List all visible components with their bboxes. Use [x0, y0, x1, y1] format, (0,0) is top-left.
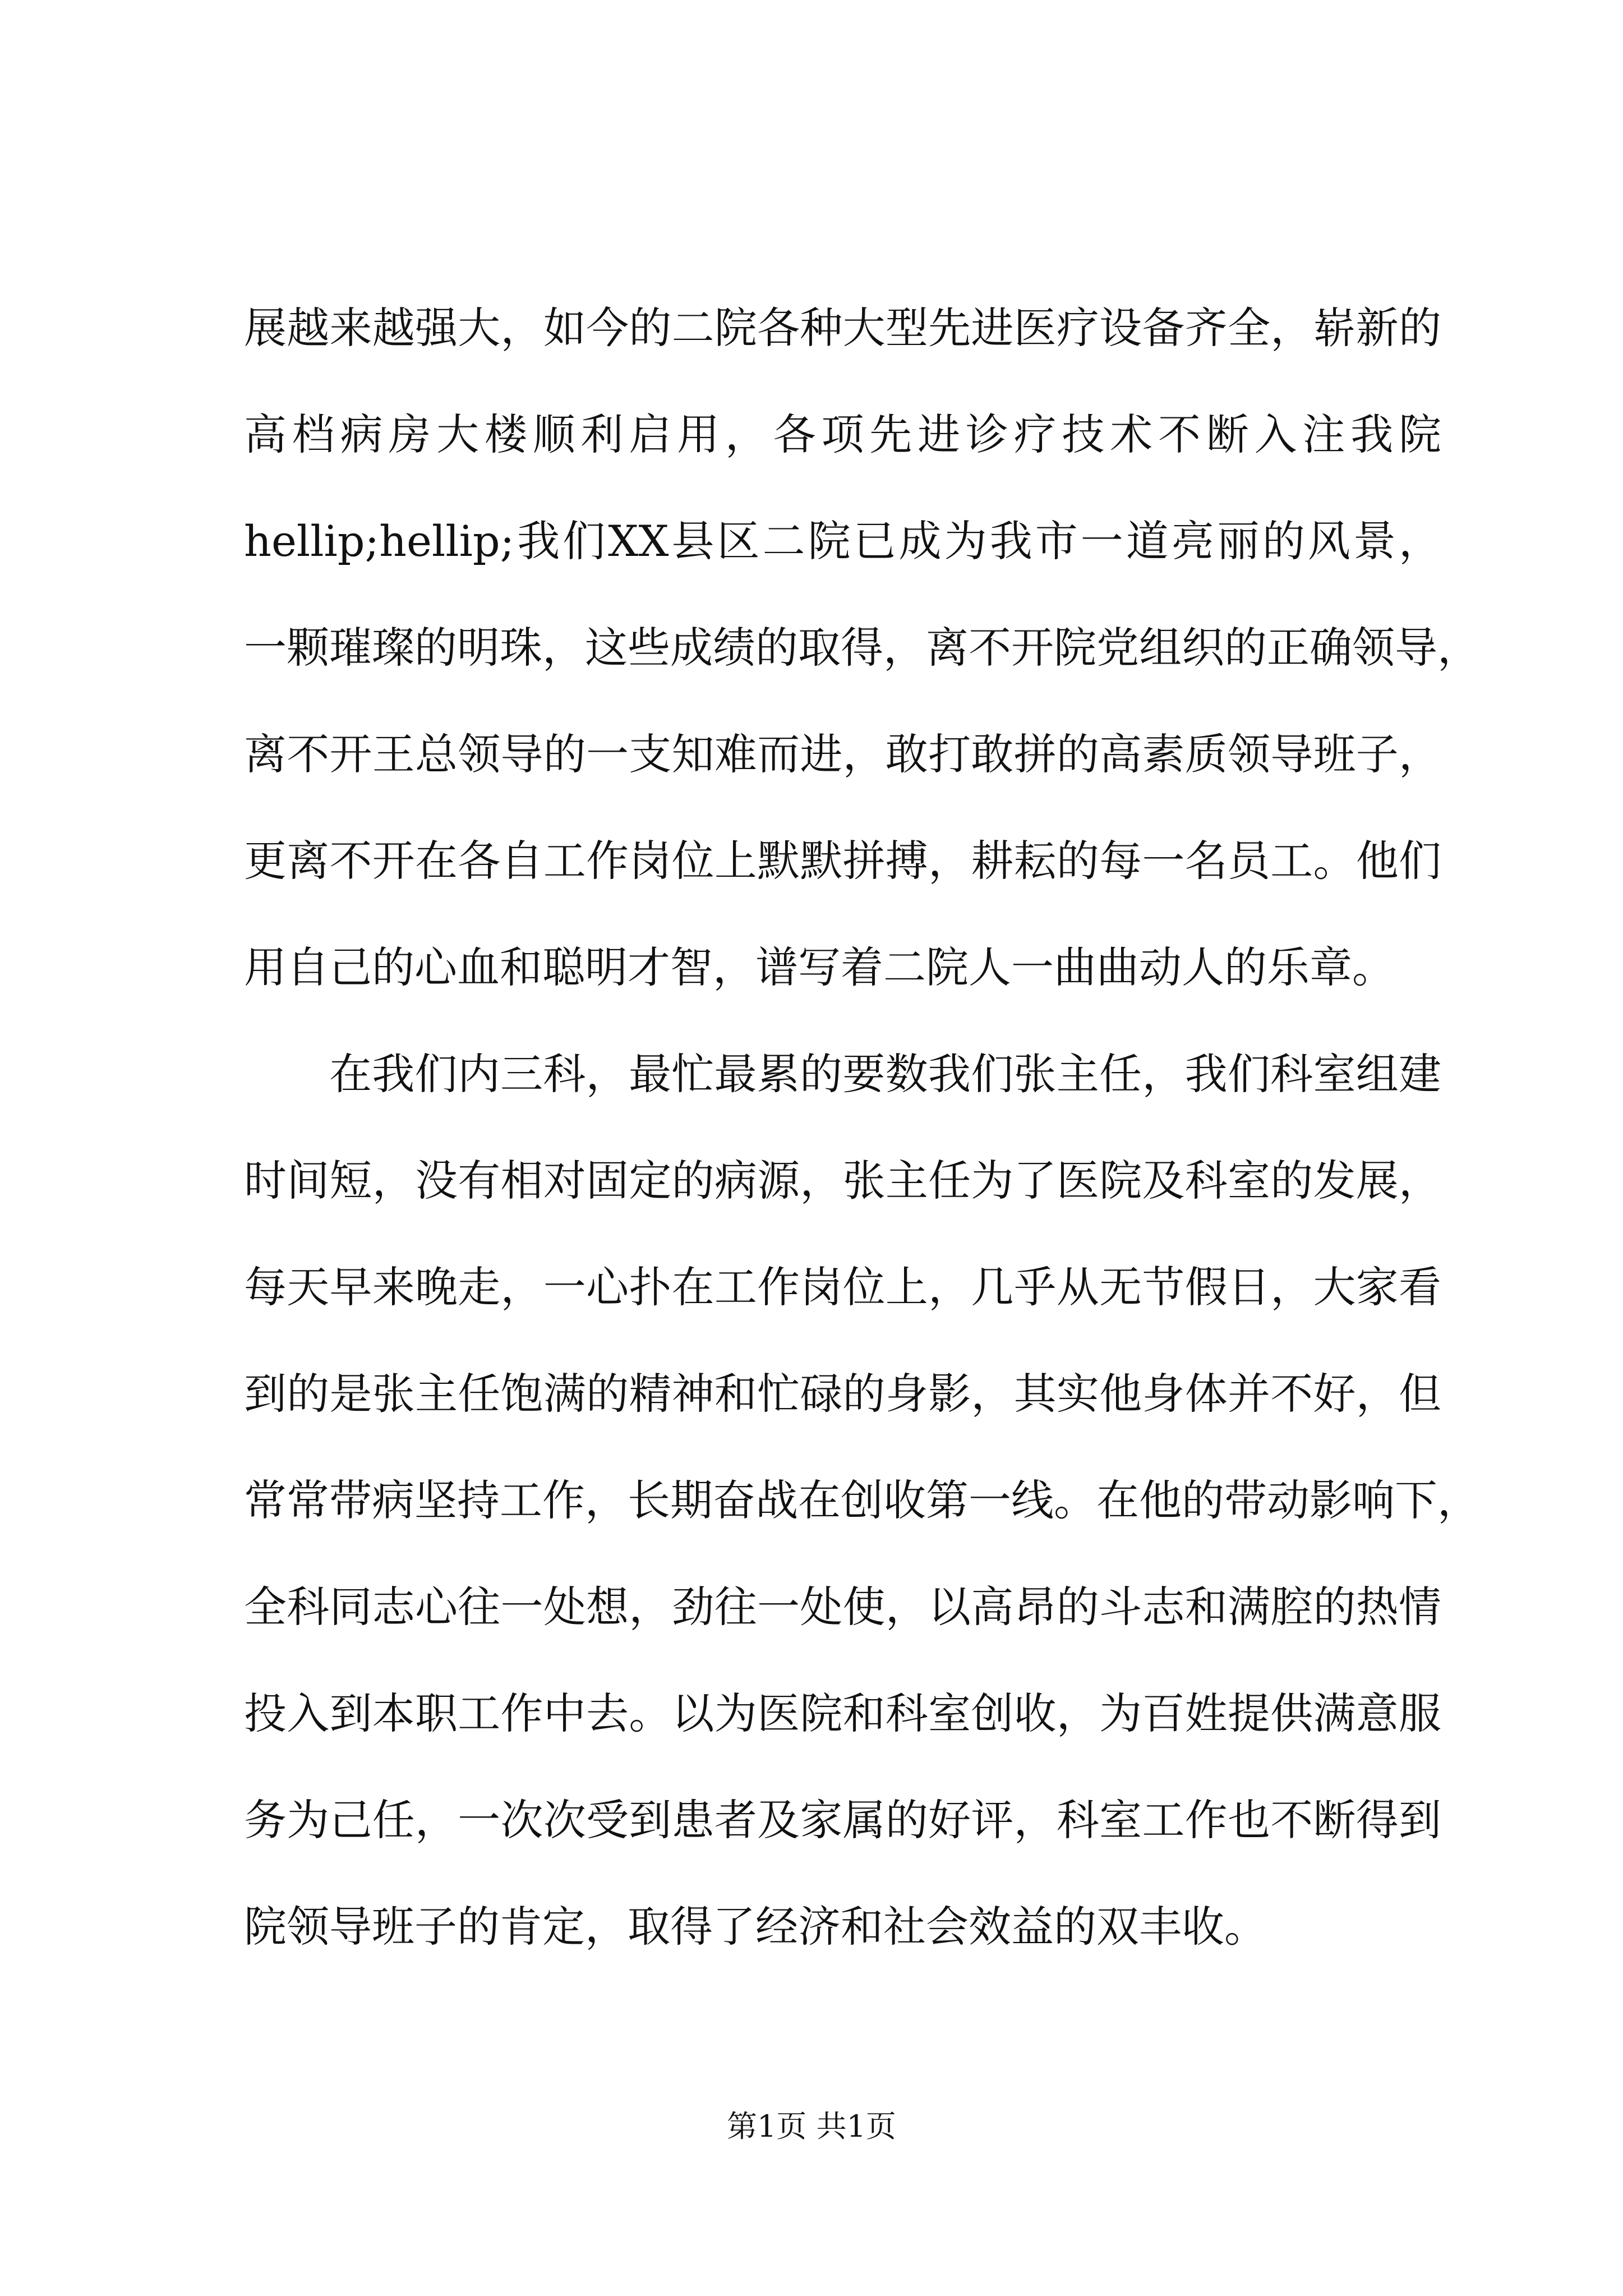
text-line: 离不开王总领导的一支知难而进，敢打敢拼的高素质领导班子，: [244, 729, 1441, 779]
text-line: 高档病房大楼顺利启用，各项先进诊疗技术不断入注我院: [244, 409, 1441, 459]
text-line: 常常带病坚持工作，长期奋战在创收第一线。在他的带动影响下，: [244, 1475, 1480, 1525]
text-line: hellip;hellip;我们XX县区二院已成为我市一道亮丽的风景，: [244, 516, 1441, 566]
text-line: 用自己的心血和聪明才智，谱写着二院人一曲曲动人的乐章。: [244, 942, 1395, 992]
paragraph-1: [244, 301, 1480, 994]
text-line: 到的是张主任饱满的精神和忙碌的身影，其实他身体并不好，但: [244, 1369, 1441, 1419]
page-number-footer: 第1页 共1页: [727, 2109, 896, 2144]
text-line: 一颗璀璨的明珠，这些成绩的取得，离不开院党组织的正确领导，: [244, 623, 1480, 673]
text-line: 院领导班子的肯定，取得了经济和社会效益的双丰收。: [244, 1902, 1267, 1952]
text-line: 时间短，没有相对固定的病源，张主任为了医院及科室的发展，: [244, 1156, 1441, 1205]
text-line: 展越来越强大，如今的二院各种大型先进医疗设备齐全，崭新的: [244, 303, 1441, 353]
text-line: 投入到本职工作中去。以为医院和科室创收，为百姓提供满意服: [244, 1688, 1441, 1738]
text-line: 在我们内三科，最忙最累的要数我们张主任，我们科室组建: [329, 1049, 1441, 1099]
text-line: 更离不开在各自工作岗位上默默拼搏，耕耘的每一名员工。他们: [244, 836, 1441, 886]
text-line: 务为己任，一次次受到患者及家属的好评，科室工作也不断得到: [244, 1795, 1441, 1845]
paragraph-2: [244, 1047, 1480, 1953]
text-line: 每天早来晚走，一心扑在工作岗位上，几乎从无节假日，大家看: [244, 1262, 1441, 1312]
document-body: [244, 301, 1480, 2007]
text-line: 全科同志心往一处想，劲往一处使，以高昂的斗志和满腔的热情: [244, 1582, 1441, 1632]
